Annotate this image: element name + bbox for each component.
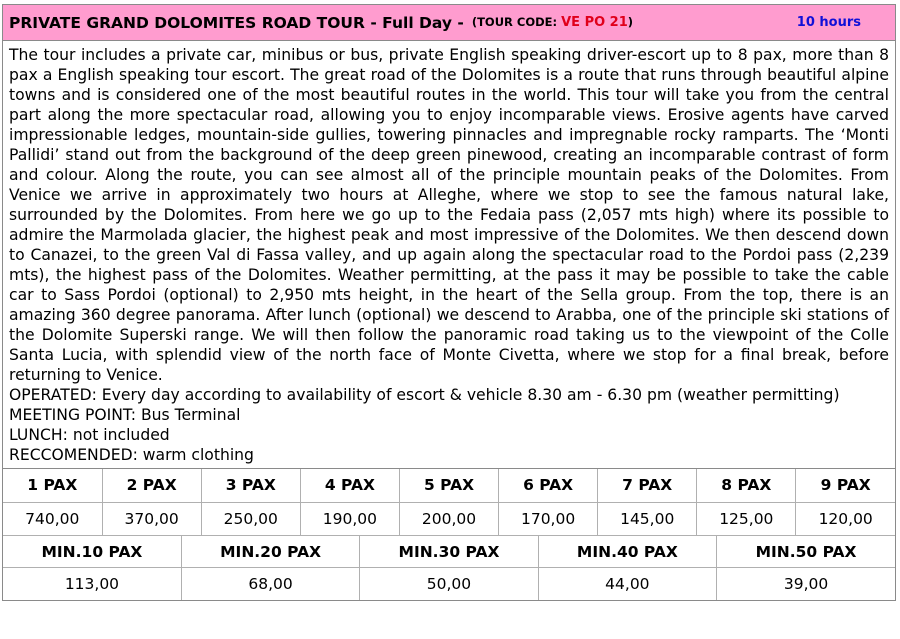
price-value: 370,00 <box>102 502 201 535</box>
tour-description: The tour includes a private car, minibus or bus, private English speaking driver-escort up to 8 pax, more than 8 pax a English speaking tour escort. The great road of the Dolomites is a route that runs through beautiful alpine towns and is considered one of the most beautiful routes in the world. This tour will take you from the central part along the more spectacular road, allowing you to enjoy incomparable views. Erosive agents have carved impressionable ledges, mountain-side gullies, towering pinnacles and impregnable rocky ramparts. The ‘Monti Pallidi’ stand out from the background of the deep green pinewood, creating an incomparable contrast of form and colour. Along the route, you can see almost all of the principle mountain peaks of the Dolomites. From Venice we arrive in approximately two hours at Alleghe, where we stop to see the famous natural lake, surrounded by the Dolomites. From here we go up to the Fedaia pass (2,057 mts high) where its possible to admire the Marmolada glacier, the highest peak and most impressive of the Dolomites. We then descend down to Canazei, to the green Val di Fassa valley, and up again along the spectacular road to the Pordoi pass (2,239 mts), the highest pass of the Dolomites. Weather permitting, at the pass it may be possible to take the cable car to Sass Pordoi (optional) to 2,950 mts height, in the heart of the Sella group. From the top, there is an amazing 360 degree panorama. After lunch (optional) we descend to Arabba, one of the principle ski stations of the Dolomite Superski range. We will then follow the panoramic road taking us to the viewpoint of the Colle Santa Lucia, with splendid view of the north face of Monte Civetta, where we stop for a final break, before returning to Venice. <box>9 46 889 384</box>
price-label-row <box>3 469 895 502</box>
meeting-point-info: MEETING POINT: Bus Terminal <box>9 406 241 424</box>
lunch-info: LUNCH: not included <box>9 426 170 444</box>
price-value: 68,00 <box>181 568 359 600</box>
price-value: 120,00 <box>796 502 895 535</box>
pax-label: 5 PAX <box>399 469 498 502</box>
tour-code-suffix: ) <box>627 15 634 29</box>
pax-label: 2 PAX <box>102 469 201 502</box>
recommended-info: RECCOMENDED: warm clothing <box>9 446 254 464</box>
min-pax-label: MIN.30 PAX <box>360 536 538 568</box>
pax-label: 3 PAX <box>201 469 300 502</box>
min-pax-label: MIN.10 PAX <box>3 536 181 568</box>
price-value: 50,00 <box>360 568 538 600</box>
price-label-row <box>3 536 895 568</box>
price-value: 145,00 <box>598 502 697 535</box>
price-value: 125,00 <box>697 502 796 535</box>
price-table-large-groups <box>3 535 895 600</box>
pax-label: 8 PAX <box>697 469 796 502</box>
min-pax-label: MIN.50 PAX <box>717 536 895 568</box>
tour-code-prefix: (TOUR CODE: <box>471 15 562 29</box>
tour-details <box>3 41 895 469</box>
min-pax-label: MIN.40 PAX <box>538 536 716 568</box>
price-value: 39,00 <box>717 568 895 600</box>
tour-card <box>2 4 896 601</box>
price-value: 190,00 <box>300 502 399 535</box>
price-value-row <box>3 502 895 535</box>
price-value: 250,00 <box>201 502 300 535</box>
tour-code-value: VE PO 21 <box>561 15 628 30</box>
tour-title: PRIVATE GRAND DOLOMITES ROAD TOUR - Full Day - <box>9 13 464 32</box>
price-value-row <box>3 568 895 600</box>
pax-label: 7 PAX <box>598 469 697 502</box>
price-value: 170,00 <box>499 502 598 535</box>
price-value: 44,00 <box>538 568 716 600</box>
tour-header <box>3 5 895 41</box>
price-table-small-groups <box>3 469 895 535</box>
tour-code <box>472 15 633 30</box>
pax-label: 6 PAX <box>499 469 598 502</box>
price-value: 113,00 <box>3 568 181 600</box>
price-value: 200,00 <box>399 502 498 535</box>
pax-label: 9 PAX <box>796 469 895 502</box>
tour-duration: 10 hours <box>796 15 861 30</box>
price-value: 740,00 <box>3 502 102 535</box>
pax-label: 1 PAX <box>3 469 102 502</box>
pax-label: 4 PAX <box>300 469 399 502</box>
min-pax-label: MIN.20 PAX <box>181 536 359 568</box>
operated-info: OPERATED: Every day according to availability of escort & vehicle 8.30 am - 6.30 pm (weather permitting) <box>9 386 840 404</box>
